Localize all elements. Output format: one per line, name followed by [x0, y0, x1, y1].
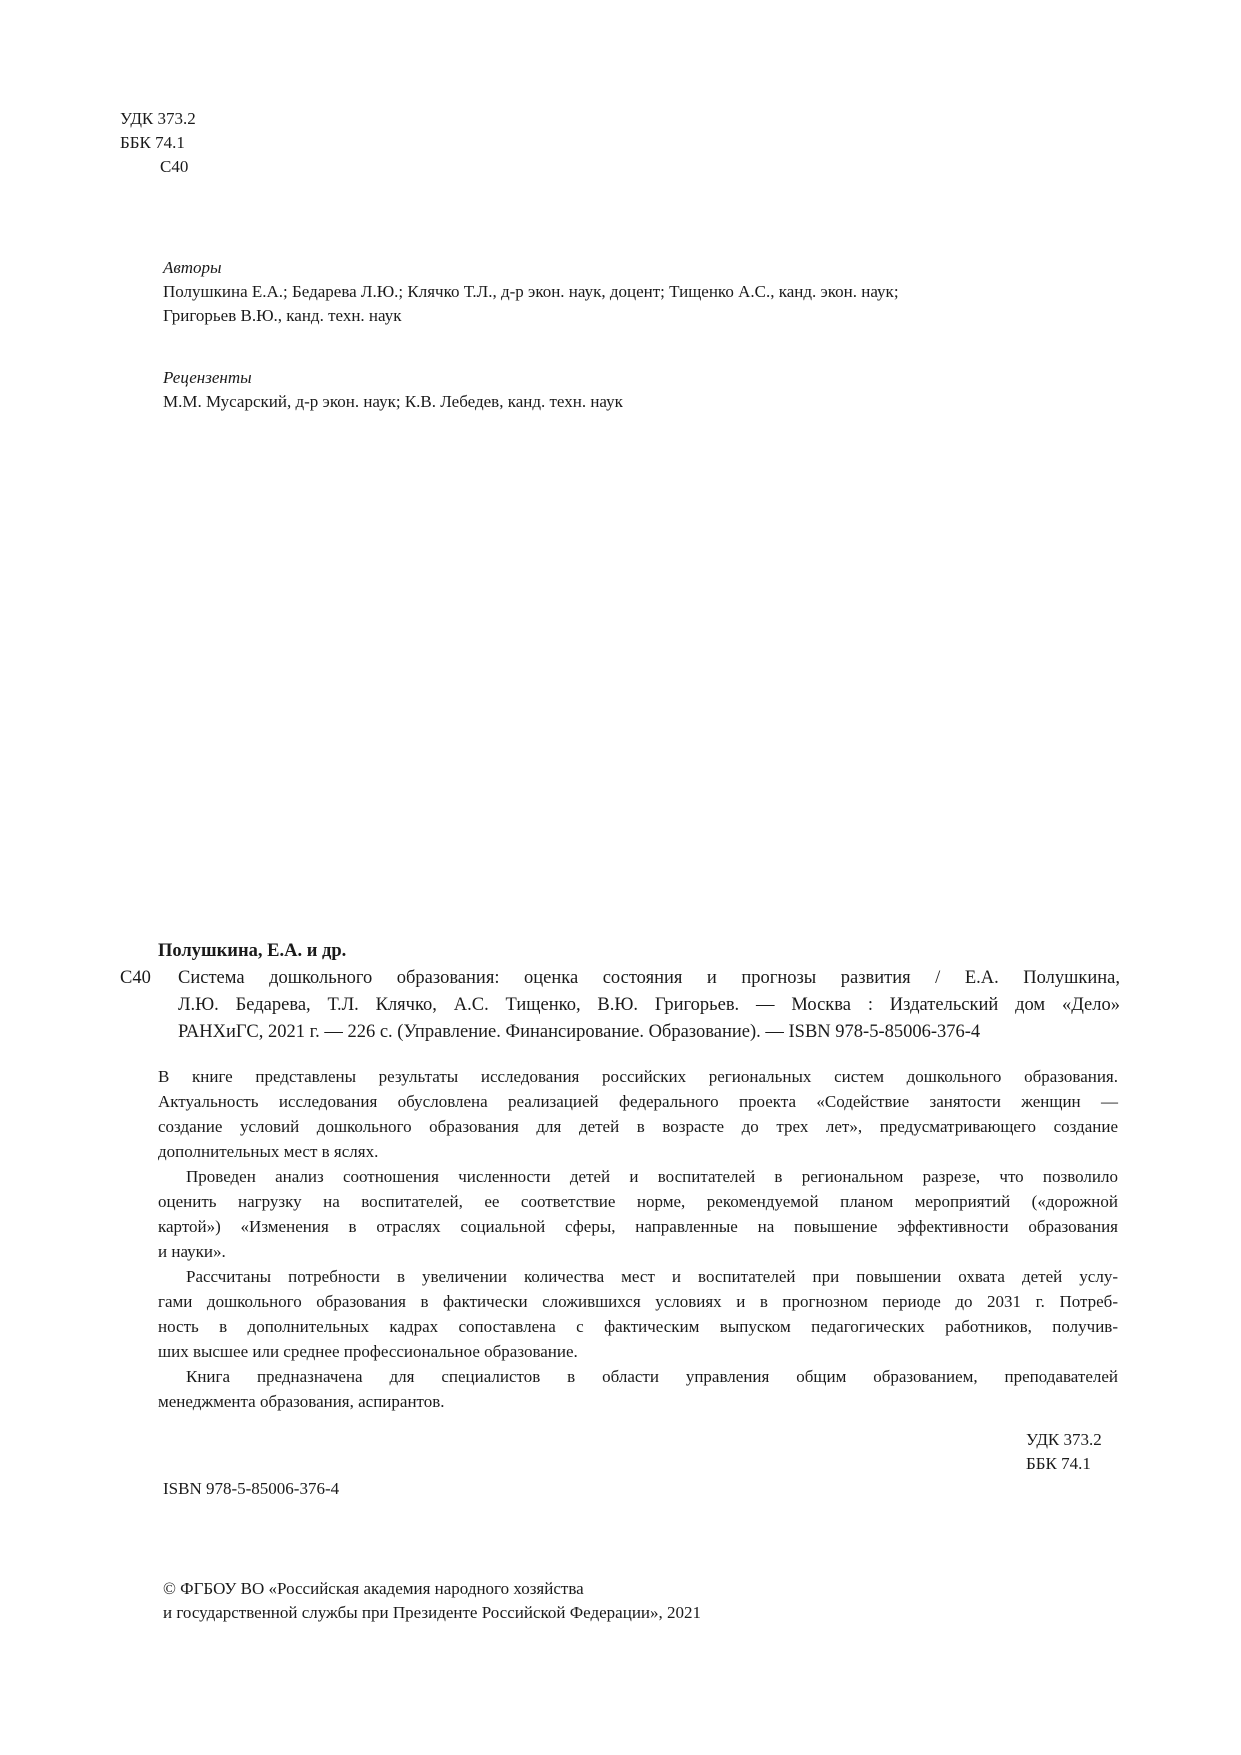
abstract-line: менеджмента образования, аспирантов. [158, 1392, 445, 1411]
udk-code: УДК 373.2 [120, 109, 196, 128]
abstract-line: создание условий дошкольного образования для детей в возрасте до трех лет», предусматривающего создание [158, 1117, 1118, 1136]
copyright-line: © ФГБОУ ВО «Российская академия народного хозяйства [163, 1579, 584, 1598]
catalog-record [120, 938, 1120, 1046]
author-mark: С40 [160, 157, 189, 176]
authors-line: Григорьев В.Ю., канд. техн. наук [163, 306, 402, 325]
catalog-line: РАНХиГС, 2021 г. — 226 с. (Управление. Финансирование. Образование). — ISBN 978-5-85006-376-4 [178, 1022, 981, 1042]
abstract-line: Актуальность исследования обусловлена реализацией федерального проекта «Содействие занятости женщин — [158, 1092, 1118, 1111]
abstract-line: ших высшее или среднее профессиональное образование. [158, 1342, 578, 1361]
abstract-line: оценить нагрузку на воспитателей, ее соответствие норме, рекомендуемой планом мероприятий («дорожной [158, 1192, 1118, 1211]
bbk-code: ББК 74.1 [1026, 1454, 1091, 1473]
abstract-line: Рассчитаны потребности в увеличении количества мест и воспитателей при повышении охвата детей услу- [186, 1267, 1118, 1286]
catalog-line: Система дошкольного образования: оценка состояния и прогнозы развития / Е.А. Полушкина, [178, 968, 1120, 988]
bottom-classification-codes [1026, 1428, 1102, 1476]
abstract-paragraph [158, 1064, 1118, 1164]
abstract-line: дополнительных мест в яслях. [158, 1142, 379, 1161]
reviewers-heading: Рецензенты [163, 368, 252, 387]
abstract-line: картой») «Изменения в отраслях социальной сферы, направленные на повышение эффективности образования [158, 1217, 1118, 1236]
isbn: ISBN 978-5-85006-376-4 [163, 1479, 340, 1498]
udk-code: УДК 373.2 [1026, 1430, 1102, 1449]
authors-line: Полушкина Е.А.; Бедарева Л.Ю.; Клячко Т.Л., д-р экон. наук, доцент; Тищенко А.С., канд. экон. наук; [163, 282, 899, 301]
reviewers-section [163, 366, 623, 414]
authors-section [163, 256, 899, 328]
copyright-line: и государственной службы при Президенте Российской Федерации», 2021 [163, 1603, 702, 1622]
abstract-line: Проведен анализ соотношения численности детей и воспитателей в региональном разрезе, что позволило [186, 1167, 1118, 1186]
abstract [158, 1064, 1118, 1414]
abstract-line: гами дошкольного образования в фактически сложившихся условиях и в прогнозном периоде до 2031 г. Потреб- [158, 1292, 1118, 1311]
bbk-code: ББК 74.1 [120, 133, 185, 152]
abstract-paragraph [158, 1264, 1118, 1364]
catalog-heading: Полушкина, Е.А. и др. [158, 941, 347, 961]
abstract-line: и науки». [158, 1242, 226, 1261]
abstract-line: Книга предназначена для специалистов в области управления общим образованием, преподавателей [186, 1367, 1118, 1386]
reviewers-line: М.М. Мусарский, д-р экон. наук; К.В. Лебедев, канд. техн. наук [163, 392, 623, 411]
catalog-author-mark: С40 [120, 968, 151, 988]
abstract-line: В книге представлены результаты исследования российских региональных систем дошкольного образования. [158, 1067, 1118, 1086]
catalog-line: Л.Ю. Бедарева, Т.Л. Клячко, А.С. Тищенко, В.Ю. Григорьев. — Москва : Издательский дом «Дело» [178, 995, 1120, 1015]
authors-heading: Авторы [163, 258, 222, 277]
abstract-line: ность в дополнительных кадрах сопоставлена с фактическим выпуском педагогических работников, получив- [158, 1317, 1118, 1336]
copyright-notice [163, 1577, 701, 1625]
catalog-entry [120, 965, 1120, 1046]
abstract-paragraph [158, 1164, 1118, 1264]
abstract-paragraph [158, 1364, 1118, 1414]
top-classification-codes [120, 107, 196, 179]
